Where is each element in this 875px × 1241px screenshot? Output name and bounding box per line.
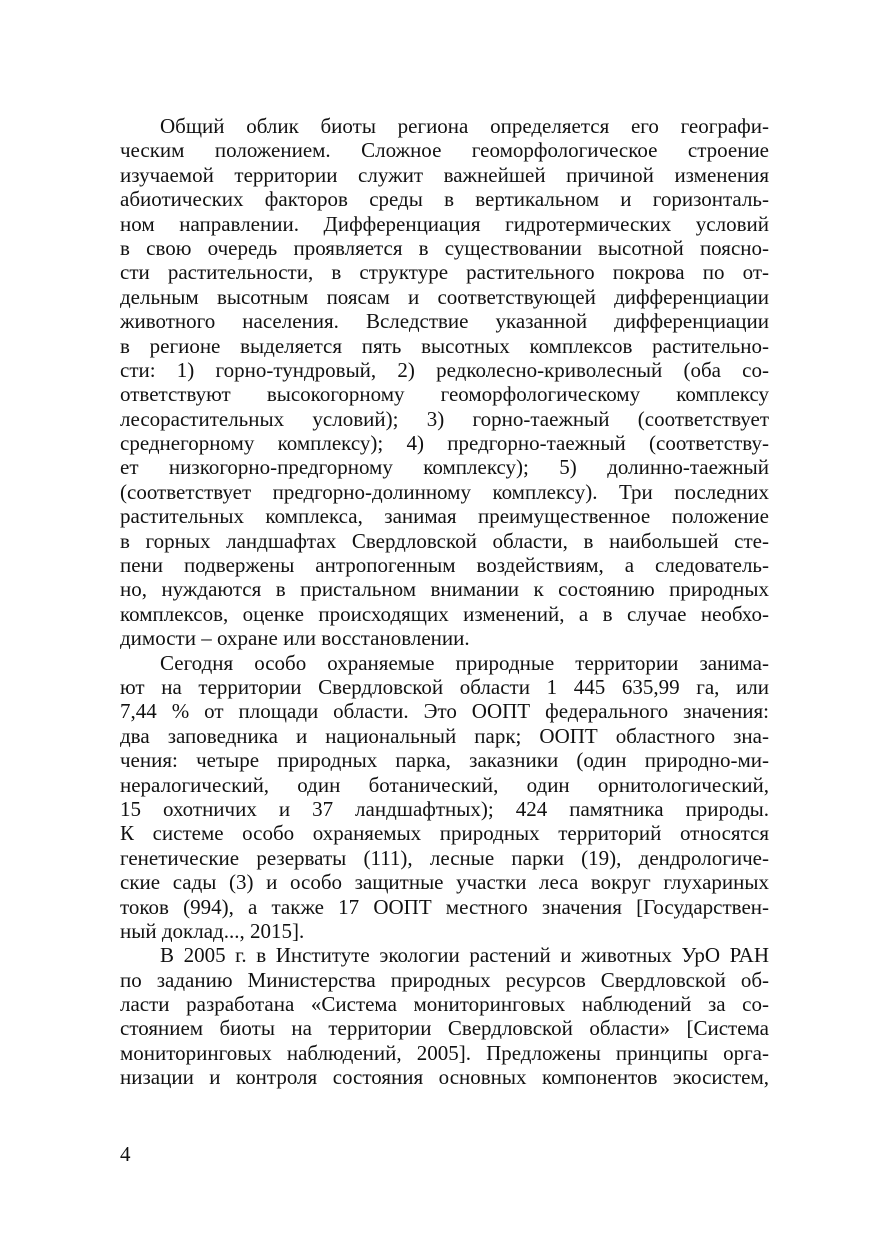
text-line: Общий облик биоты региона определяется его географи- bbox=[160, 114, 769, 138]
text-line: мониторинговых наблюдений, 2005]. Предложены принципы орга- bbox=[120, 1040, 769, 1065]
text-line: К системе особо охраняемых природных территорий относятся bbox=[120, 821, 769, 846]
text-line: ласти разработана «Система мониторинговых наблюдений за со- bbox=[120, 992, 769, 1017]
text-line: Сегодня особо охраняемые природные территории занима- bbox=[160, 650, 769, 675]
text-line: (соответствует предгорно-долинному комплексу). Три последних bbox=[120, 479, 769, 504]
text-line: димости – охране или восстановлении. bbox=[120, 626, 470, 651]
text-line: нералогический, один ботанический, один орнитологический, bbox=[120, 772, 769, 797]
paragraph-3 bbox=[120, 943, 769, 1089]
text-line: два заповедника и национальный парк; ООПТ областного зна- bbox=[120, 723, 769, 748]
text-line: в горных ландшафтах Свердловской области, в наибольшей сте- bbox=[120, 528, 769, 553]
text-line: токов (994), а также 17 ООПТ местного значения [Государствен- bbox=[120, 894, 769, 919]
text-line: но, нуждаются в пристальном внимании к состоянию природных bbox=[120, 577, 769, 602]
text-line: пени подвержены антропогенным воздействиям, а следователь- bbox=[120, 553, 769, 578]
text-line: В 2005 г. в Институте экологии растений и животных УрО РАН bbox=[160, 943, 769, 968]
text-line: в регионе выделяется пять высотных комплексов растительно- bbox=[120, 333, 769, 358]
text-line: ный доклад..., 2015]. bbox=[120, 918, 305, 943]
text-line: в свою очередь проявляется в существовании высотной поясно- bbox=[120, 235, 769, 260]
text-line: низации и контроля состояния основных компонентов экосистем, bbox=[120, 1065, 769, 1090]
text-line: генетические резерваты (111), лесные парки (19), дендрологиче- bbox=[120, 845, 769, 870]
text-line: ческим положением. Сложное геоморфологическое строение bbox=[120, 138, 769, 163]
text-line: животного населения. Вследствие указанной дифференциации bbox=[120, 309, 769, 334]
text-line: чения: четыре природных парка, заказники (один природно-ми- bbox=[120, 748, 769, 773]
text-line: среднегорному комплексу); 4) предгорно-таежный (соответству- bbox=[120, 431, 769, 456]
text-line: ет низкогорно-предгорному комплексу); 5) долинно-таежный bbox=[120, 455, 769, 480]
text-line: по заданию Министерства природных ресурсов Свердловской об- bbox=[120, 967, 769, 992]
text-line: стоянием биоты на территории Свердловской области» [Система bbox=[120, 1016, 769, 1041]
text-line: ответствуют высокогорному геоморфологическому комплексу bbox=[120, 382, 769, 407]
text-line: дельным высотным поясам и соответствующей дифференциации bbox=[120, 284, 769, 309]
text-line: сти растительности, в структуре растительного покрова по от- bbox=[120, 260, 769, 285]
text-line: 7,44 % от площади области. Это ООПТ федерального значения: bbox=[120, 699, 769, 724]
text-line: ют на территории Свердловской области 1 445 635,99 га, или bbox=[120, 674, 769, 699]
text-line: сти: 1) горно-тундровый, 2) редколесно-криволесный (оба со- bbox=[120, 357, 769, 382]
text-line: ном направлении. Дифференциация гидротермических условий bbox=[120, 211, 769, 236]
body-text bbox=[120, 114, 769, 1090]
text-line: растительных комплекса, занимая преимущественное положение bbox=[120, 504, 769, 529]
page-number: 4 bbox=[120, 1142, 131, 1166]
text-line: лесорастительных условий); 3) горно-таежный (соответствует bbox=[120, 406, 769, 431]
text-line: изучаемой территории служит важнейшей причиной изменения bbox=[120, 162, 769, 187]
paragraph-1 bbox=[120, 114, 769, 651]
text-line: комплексов, оценке происходящих изменений, а в случае необхо- bbox=[120, 601, 769, 626]
text-line: 15 охотничих и 37 ландшафтных); 424 памятника природы. bbox=[120, 796, 769, 821]
text-line: абиотических факторов среды в вертикальном и горизонталь- bbox=[120, 187, 769, 212]
text-line: ские сады (3) и особо защитные участки леса вокруг глухариных bbox=[120, 870, 769, 895]
paragraph-2 bbox=[120, 651, 769, 944]
